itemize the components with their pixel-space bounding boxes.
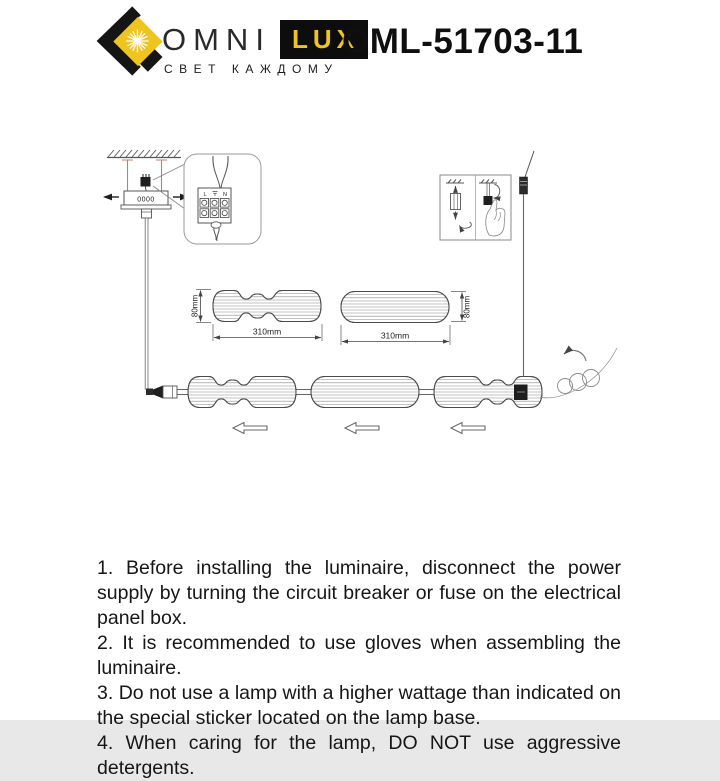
coiled-cord (540, 348, 617, 398)
cord-grip-inset (440, 175, 511, 240)
brand-omni: OMNI (162, 21, 271, 57)
end-tip (146, 389, 153, 396)
power-connector (141, 174, 151, 191)
shade-drawing-fluted (191, 290, 323, 342)
shade-drawing-capsule (340, 292, 472, 346)
cord-fitting (142, 209, 152, 218)
slide-direction-arrows (233, 423, 485, 434)
shade1-width-label: 310mm (252, 326, 282, 337)
instructions-block (97, 556, 621, 781)
shade2-width-label: 310mm (380, 330, 410, 341)
shade2-height-label: 80mm (462, 295, 472, 319)
wire-connector (520, 177, 528, 194)
assembled-luminaire (146, 348, 617, 408)
right-suspension-wire (520, 151, 535, 386)
instruction-3: 3. Do not use a lamp with a higher wattage than indicated on the special sticker located on the lamp base. (97, 682, 621, 729)
terminal-l-label: L (203, 192, 207, 198)
brand-lux: LUX (280, 20, 368, 59)
ceiling-hatch (107, 150, 181, 158)
terminal-block-inset (153, 154, 261, 244)
brand-tagline: СВЕТ КАЖДОМУ (164, 62, 339, 76)
end-socket (163, 386, 177, 398)
canopy-base-plate (121, 205, 171, 209)
suspension-cable (145, 218, 148, 389)
instruction-4: 4. When caring for the lamp, DO NOT use aggressive detergents. (97, 732, 621, 779)
rod-shade-fluted (187, 377, 297, 408)
rod-shade-capsule (310, 377, 420, 408)
canopy-label: 0000 (137, 196, 155, 204)
end-cone (153, 386, 163, 399)
rotate-arrow (564, 350, 586, 361)
instruction-1: 1. Before installing the luminaire, disconnect the power supply by turning the circuit breaker or fuse on the electrical panel box. (97, 557, 621, 629)
instruction-2: 2. It is recommended to use gloves when assembling the luminaire. (97, 632, 621, 679)
shade1-height-label: 80mm (190, 294, 200, 318)
terminal-n-label: N (223, 192, 227, 198)
model-number: OML-51703-11 (342, 22, 584, 61)
ceiling-mount-diagram (103, 150, 189, 389)
